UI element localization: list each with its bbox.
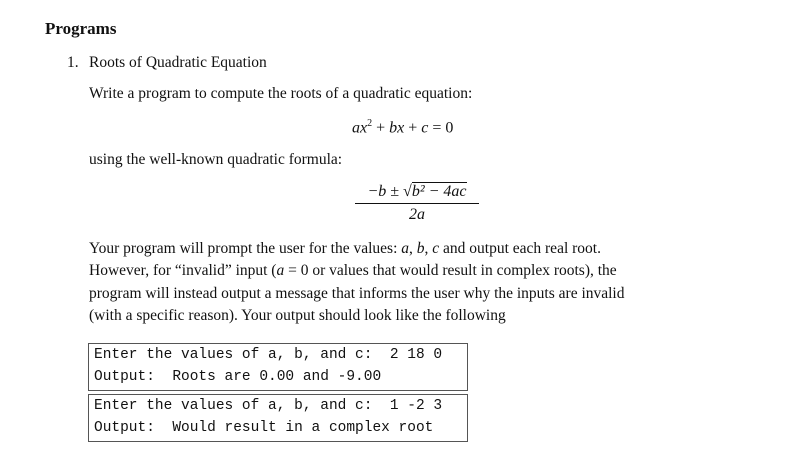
text-segment: , — [409, 240, 417, 257]
example-output-2 — [88, 394, 468, 442]
example-line: Output: Would result in a complex root — [94, 420, 434, 436]
quadratic-equation — [352, 118, 453, 137]
paragraph-line — [89, 307, 506, 325]
text-segment: However, for “invalid” input ( — [89, 262, 277, 280]
text-segment: program will instead output a message that informs the user why the inputs are invalid — [89, 284, 625, 302]
paragraph-line — [89, 262, 617, 280]
text-segment: a — [276, 262, 285, 280]
eq-exp: 2 — [367, 118, 373, 129]
example-output-1 — [88, 343, 468, 391]
section-heading: Programs — [45, 19, 117, 38]
text-segment: Your program will prompt the user for the values: — [89, 240, 402, 257]
formula-intro: using the well-known quadratic formula: — [89, 151, 343, 168]
formula-radicand: b² − 4ac — [411, 183, 467, 200]
intro-text: Write a program to compute the roots of a quadratic equation: — [89, 85, 473, 102]
eq-c: c — [421, 119, 429, 137]
paragraph-line — [89, 240, 601, 258]
eq-b: b — [389, 119, 398, 137]
example-line: Output: Roots are 0.00 and -9.00 — [94, 369, 382, 385]
eq-a: a — [352, 119, 360, 137]
text-segment: (with a specific reason). Your output should look like the following — [89, 306, 506, 324]
eq-x2: x — [397, 119, 405, 137]
example-line: Enter the values of a, b, and c: 2 18 0 — [94, 347, 443, 363]
formula-prefix: −b ± √ — [367, 183, 412, 200]
text-segment: b — [416, 240, 425, 257]
paragraph-line — [89, 285, 625, 303]
eq-plus: + — [372, 119, 390, 137]
formula-denominator: 2a — [409, 206, 425, 223]
text-segment: and output each real root. — [439, 240, 601, 257]
text-segment: = 0 or values that would result in complex roots), the — [284, 262, 617, 280]
text-segment: , — [424, 240, 433, 257]
example-line: Enter the values of a, b, and c: 1 -2 3 — [94, 398, 443, 414]
formula-numerator — [355, 183, 479, 204]
item-number: 1. — [67, 54, 79, 71]
eq-plus2: + — [404, 119, 422, 137]
item-title: Roots of Quadratic Equation — [89, 54, 267, 71]
quadratic-formula — [355, 183, 479, 224]
text-segment: c — [432, 240, 440, 257]
eq-x: x — [360, 119, 368, 137]
text-segment: a — [401, 240, 409, 257]
eq-equals: = 0 — [428, 119, 454, 137]
